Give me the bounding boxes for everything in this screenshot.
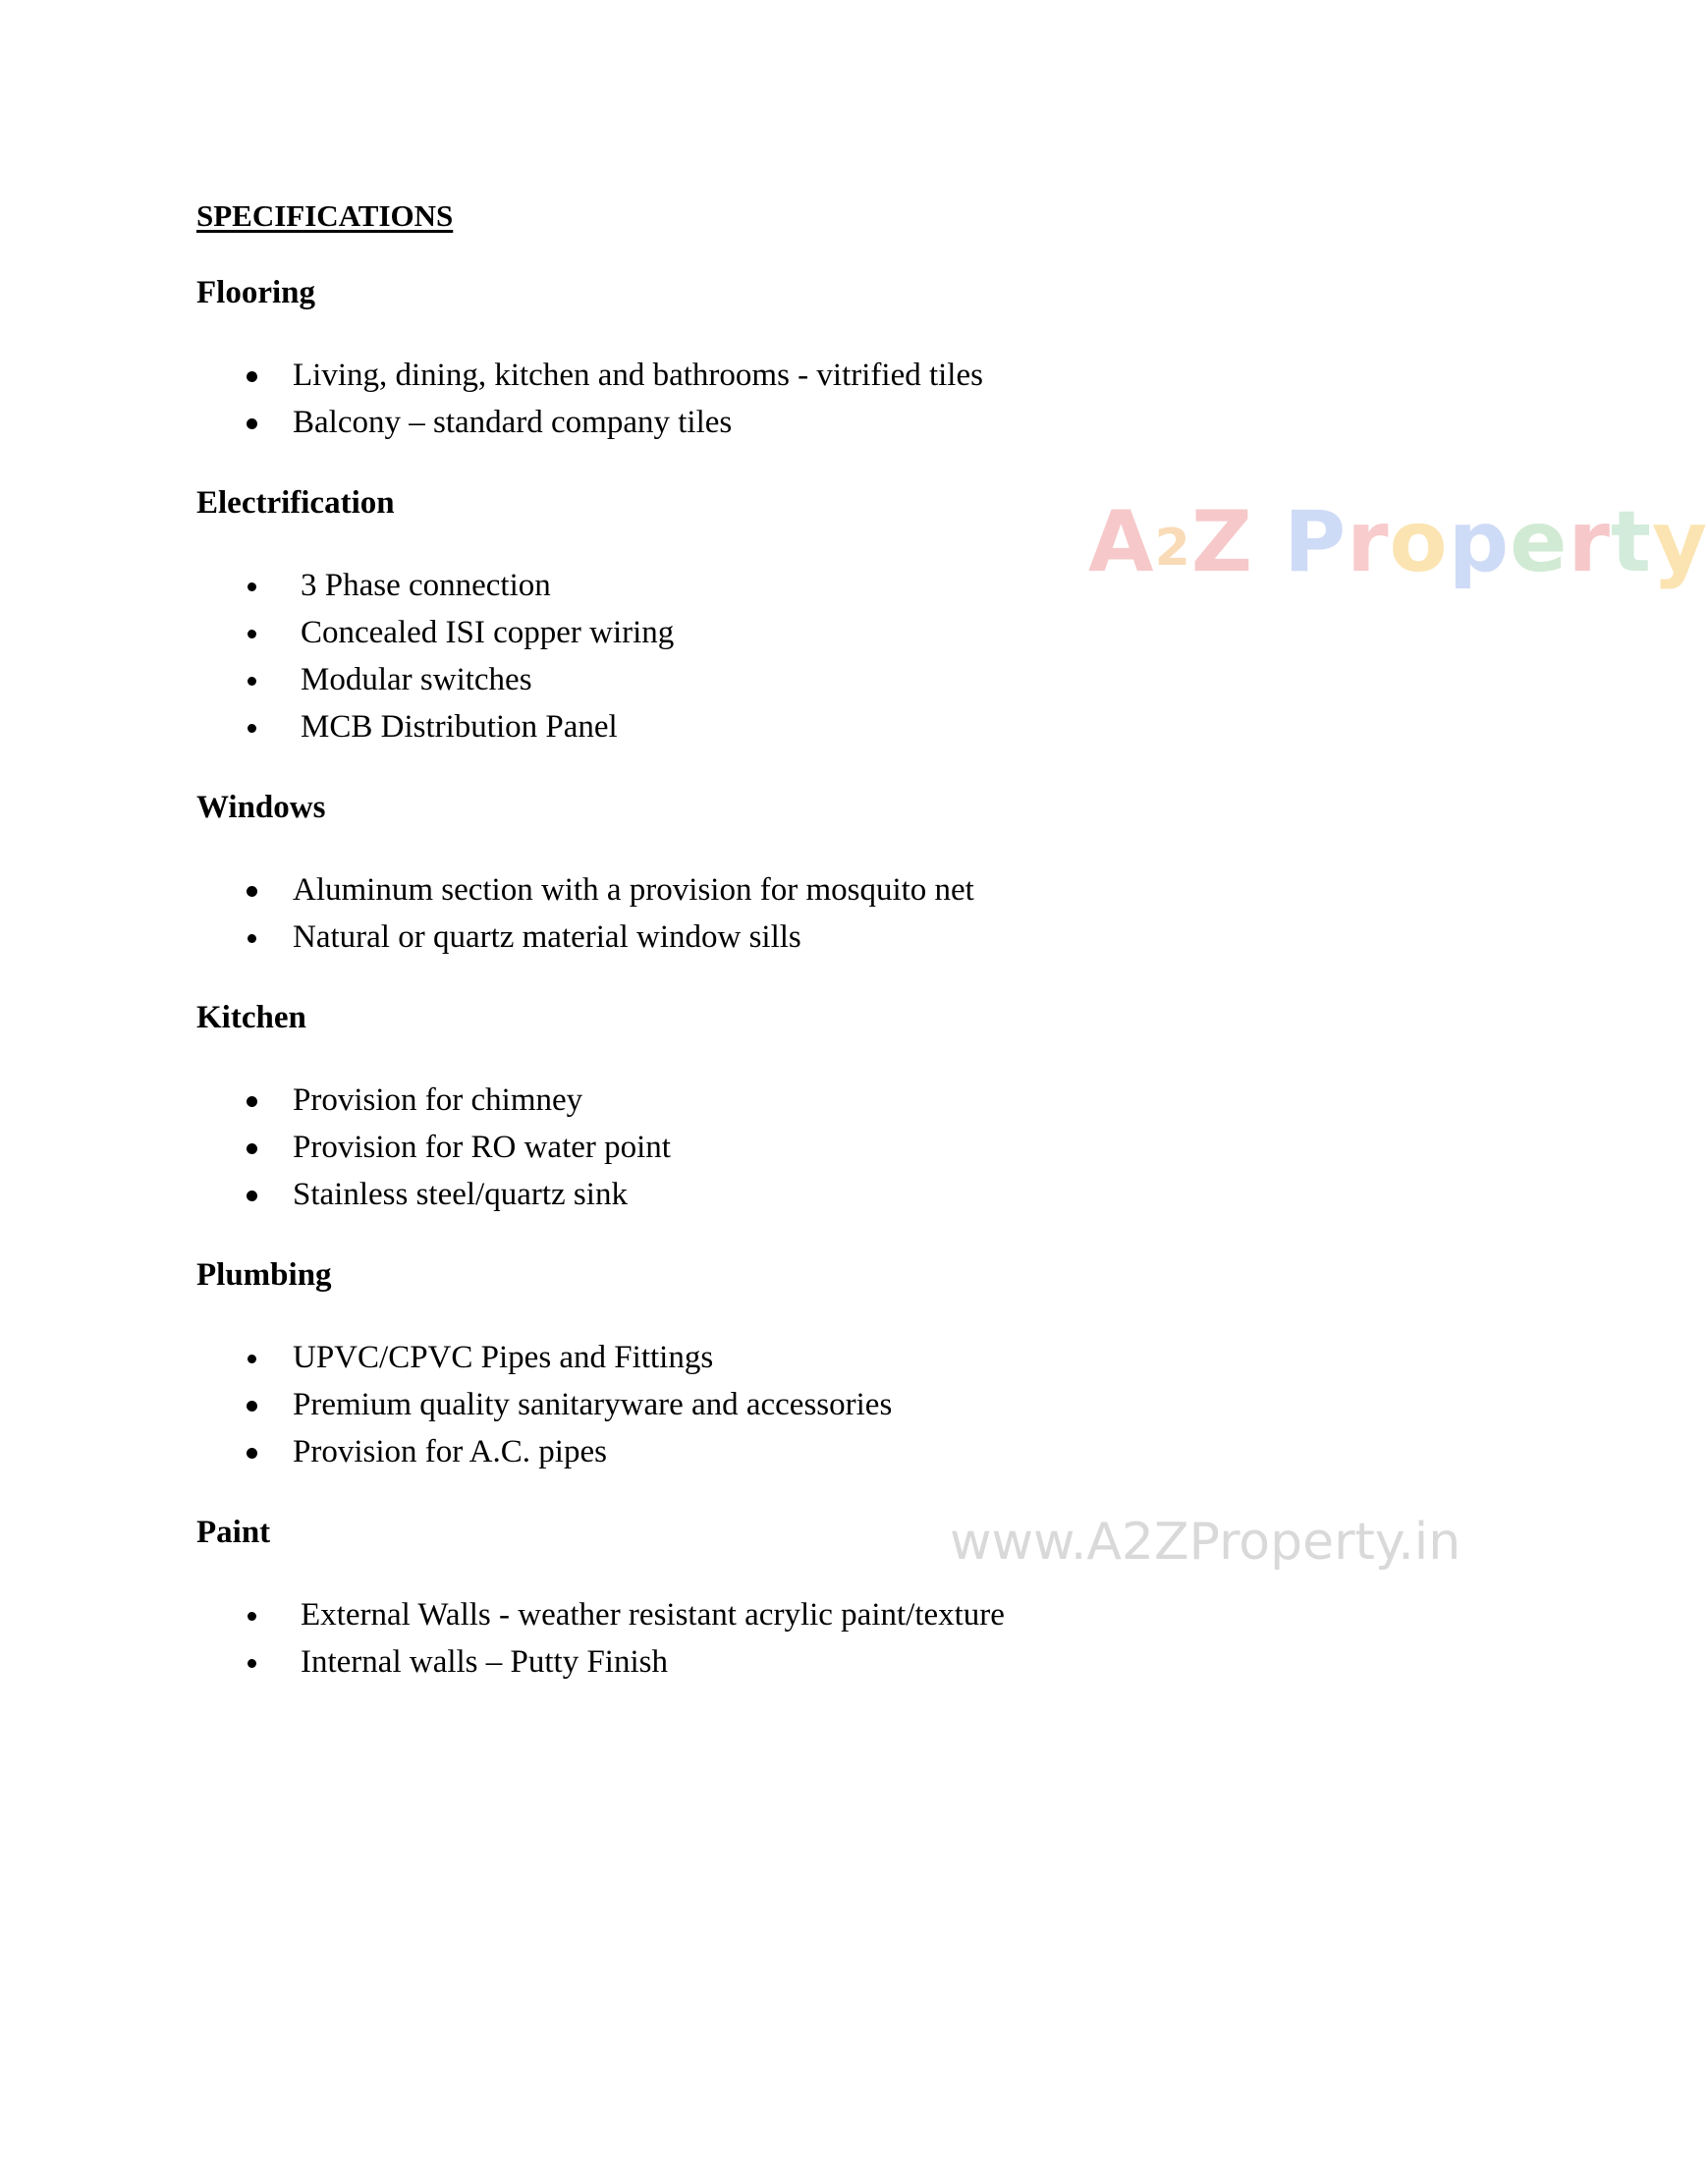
bullet-icon (248, 1659, 256, 1668)
bullet-icon (247, 1096, 257, 1107)
section-kitchen (196, 998, 1473, 1218)
list-item-text: Stainless steel/quartz sink (293, 1177, 628, 1212)
bullet-icon (248, 582, 256, 591)
list-item (196, 914, 1473, 961)
section-heading: Electrification (196, 485, 395, 521)
list-item (196, 1381, 1473, 1428)
bullet-icon (248, 1612, 256, 1621)
list-item (196, 1334, 1473, 1381)
bullet-list (196, 1591, 1473, 1686)
list-item (196, 352, 1473, 399)
section-heading: Paint (196, 1515, 271, 1550)
bullet-icon (248, 677, 256, 686)
list-item (196, 656, 1473, 703)
bullet-icon (247, 1191, 257, 1201)
bullet-icon (247, 1401, 257, 1412)
bullet-icon (248, 630, 256, 638)
list-item-text: UPVC/CPVC Pipes and Fittings (293, 1340, 714, 1375)
section-flooring (196, 273, 1473, 446)
bullet-list (196, 1334, 1473, 1475)
bullet-icon (247, 1448, 257, 1459)
list-item (196, 399, 1473, 446)
document-title: SPECIFICATIONS (196, 198, 454, 233)
bullet-icon (247, 886, 257, 897)
list-item-text: Provision for chimney (293, 1082, 583, 1118)
section-heading: Kitchen (196, 1000, 306, 1035)
section-heading: Flooring (196, 275, 315, 310)
section-windows (196, 788, 1473, 961)
bullet-list (196, 1077, 1473, 1218)
bullet-list (196, 866, 1473, 961)
list-item (196, 1171, 1473, 1218)
bullet-icon (247, 1143, 257, 1154)
list-item-text: Modular switches (301, 662, 532, 697)
bullet-icon (248, 934, 256, 943)
section-plumbing (196, 1255, 1473, 1475)
section-heading: Plumbing (196, 1257, 332, 1293)
list-item-text: Provision for RO water point (293, 1130, 671, 1165)
list-item-text: Provision for A.C. pipes (293, 1434, 607, 1469)
watermark-url: www.A2ZProperty.in (950, 1513, 1461, 1572)
list-item-text: Aluminum section with a provision for mosquito net (293, 872, 974, 908)
list-item-text: Concealed ISI copper wiring (301, 615, 675, 650)
list-item-text: Premium quality sanitaryware and accessories (293, 1387, 893, 1422)
list-item-text: External Walls - weather resistant acrylic paint/texture (301, 1597, 1005, 1633)
bullet-icon (247, 418, 257, 429)
bullet-icon (248, 724, 256, 733)
list-item (196, 703, 1473, 750)
section-heading: Windows (196, 790, 326, 825)
bullet-icon (247, 371, 257, 382)
list-item-text: Internal walls – Putty Finish (301, 1644, 668, 1680)
list-item-text: Living, dining, kitchen and bathrooms - vitrified tiles (293, 358, 983, 393)
document-body (196, 196, 1473, 1686)
watermark-logo: A2Z Property (1088, 493, 1708, 591)
list-item-text: MCB Distribution Panel (301, 709, 618, 745)
list-item-text: 3 Phase connection (301, 568, 551, 603)
list-item (196, 1591, 1473, 1638)
bullet-list (196, 352, 1473, 446)
list-item-text: Balcony – standard company tiles (293, 405, 733, 440)
list-item (196, 1077, 1473, 1124)
list-item (196, 1638, 1473, 1686)
bullet-icon (248, 1355, 256, 1363)
list-item (196, 866, 1473, 914)
list-item (196, 1124, 1473, 1171)
list-item-text: Natural or quartz material window sills (293, 919, 801, 955)
list-item (196, 1428, 1473, 1475)
list-item (196, 609, 1473, 656)
